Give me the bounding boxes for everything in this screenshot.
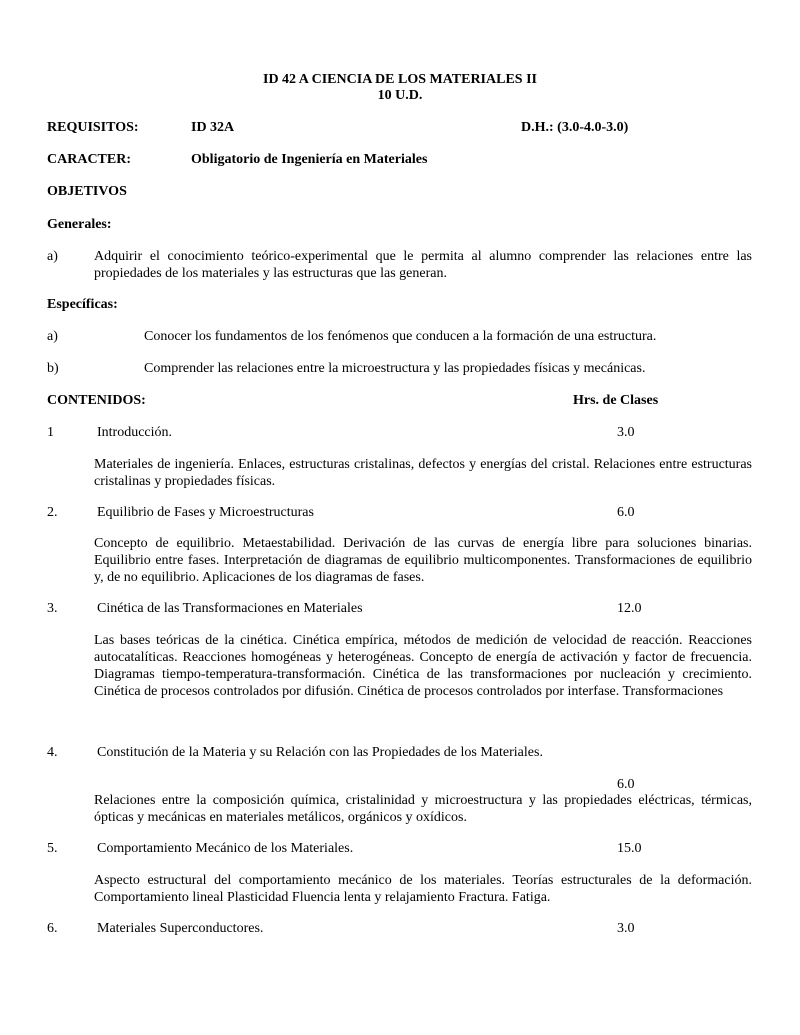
unit-hours: 15.0 [617,841,642,856]
unit-hours: 6.0 [617,505,635,520]
unit-description: Concepto de equilibrio. Metaestabilidad. Derivación de las curvas de energía libre para soluciones binarias. Equilibrio entre fases. Interpretación de diagramas de equilibrio multicomponentes. Transformaciones de equilibrio y, de no equilibrio. Aplicaciones de los diagramas de fases. [94,536,752,585]
unit-title: Equilibrio de Fases y Microestructuras [97,505,314,520]
especificas-marker: a) [47,329,58,344]
unit-hours: 3.0 [617,425,635,440]
unit-number: 3. [47,601,58,616]
unit-number: 2. [47,505,58,520]
requisitos-value: ID 32A [191,120,235,135]
contenidos-heading: CONTENIDOS: [47,393,146,408]
dh-value: D.H.: (3.0-4.0-3.0) [521,120,629,135]
unit-number: 1 [47,425,54,440]
requisitos-label: REQUISITOS: [47,120,139,135]
unit-title: Materiales Superconductores. [97,921,264,936]
unit-number: 5. [47,841,58,856]
unit-title: Introducción. [97,425,173,440]
unit-description: Materiales de ingeniería. Enlaces, estructuras cristalinas, defectos y energías del cristal. Relaciones entre estructuras cristalinas y propiedades físicas. [94,457,752,489]
caracter-label: CARACTER: [47,152,131,167]
generales-marker: a) [47,249,58,264]
unit-description: Relaciones entre la composición química, cristalinidad y microestructura y las propiedades eléctricas, térmicas, ópticas y mecánicas en materiales metálicos, orgánicos y oxídicos. [94,793,752,825]
unit-number: 4. [47,745,58,760]
unit-hours: 12.0 [617,601,642,616]
especificas-heading: Específicas: [47,297,118,312]
hours-heading: Hrs. de Clases [573,393,659,408]
especificas-text: Conocer los fundamentos de los fenómenos que conducen a la formación de una estructura. [144,329,657,344]
course-credits: 10 U.D. [377,88,423,103]
unit-number: 6. [47,921,58,936]
unit-description: Las bases teóricas de la cinética. Cinética empírica, métodos de medición de velocidad de reacción. Reacciones autocatalíticas. Reacciones homogéneas y heterogéneas. Concepto de energía de activación y factor de frecuencia. Diagramas tiempo-temperatura-transformación. Cinética de las transformaciones por nucleación y crecimiento. Cinética de procesos controlados por difusión. Cinética de procesos controlados por interfase. Transformaciones [94,633,752,699]
unit-hours: 6.0 [617,777,635,792]
unit-description: Aspecto estructural del comportamiento mecánico de los materiales. Teorías estructurales de la deformación. Comportamiento lineal Plasticidad Fluencia lenta y relajamiento Fractura. Fatiga. [94,873,752,905]
generales-text: Adquirir el conocimiento teórico-experimental que le permita al alumno comprender las relaciones entre las propiedades de los materiales y las estructuras que las generan. [94,249,752,281]
unit-title: Constitución de la Materia y su Relación con las Propiedades de los Materiales. [97,745,543,760]
unit-title: Cinética de las Transformaciones en Materiales [97,601,363,616]
caracter-value: Obligatorio de Ingeniería en Materiales [191,152,428,167]
unit-title: Comportamiento Mecánico de los Materiales. [97,841,354,856]
unit-hours: 3.0 [617,921,635,936]
generales-heading: Generales: [47,217,112,232]
objetivos-heading: OBJETIVOS [47,184,127,199]
especificas-text: Comprender las relaciones entre la microestructura y las propiedades físicas y mecánicas. [144,361,646,376]
course-title: ID 42 A CIENCIA DE LOS MATERIALES II [263,72,537,87]
especificas-marker: b) [47,361,59,376]
